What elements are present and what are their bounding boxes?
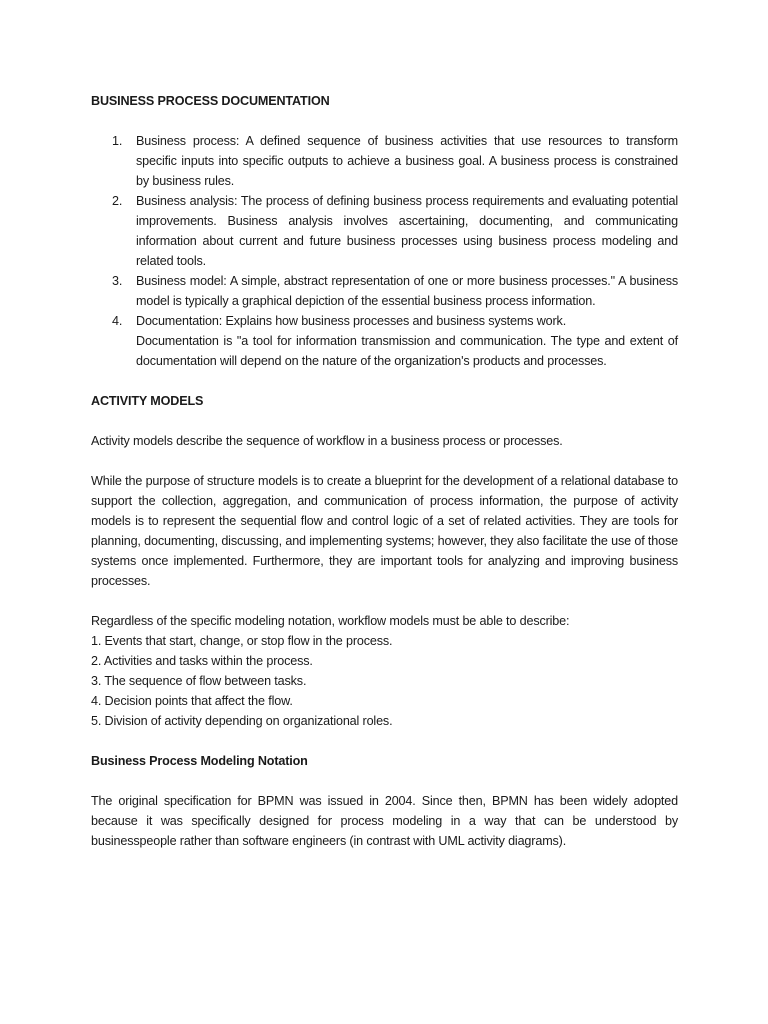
paragraph: Activity models describe the sequence of workflow in a business process or processes. [91, 434, 563, 448]
item-number: 4. [112, 314, 123, 328]
item-number: 1. [112, 134, 123, 148]
section-heading-business-process-documentation: BUSINESS PROCESS DOCUMENTATION [91, 94, 330, 108]
list-item: 5. Division of activity depending on organizational roles. [91, 714, 393, 728]
item-text: Business process: A defined sequence of business activities that use resources to transform specific inputs into specific outputs to achieve a business goal. A business process is constrained by business rules. [136, 134, 678, 188]
item-number: 2. [112, 194, 123, 208]
item-text: Business analysis: The process of defining business process requirements and evaluating potential improvements. Business analysis involves ascertaining, documenting, and communicating information about current and future business processes using business process modeling and related tools. [136, 194, 678, 268]
item-text: Business model: A simple, abstract representation of one or more business processes." A business model is typically a graphical depiction of the essential business process information. [136, 274, 678, 308]
section-heading-activity-models: ACTIVITY MODELS [91, 394, 204, 408]
list-item: 1. Events that start, change, or stop flow in the process. [91, 634, 393, 648]
item-number: 3. [112, 274, 123, 288]
list-item: 4. Decision points that affect the flow. [91, 694, 293, 708]
list-intro: Regardless of the specific modeling notation, workflow models must be able to describe: [91, 614, 570, 628]
workflow-requirements [91, 611, 678, 731]
list-item: 3. The sequence of flow between tasks. [91, 674, 307, 688]
item-text: Documentation: Explains how business processes and business systems work. [136, 314, 567, 328]
definition-item [91, 191, 678, 271]
definition-item [91, 311, 678, 371]
definitions-list [91, 131, 678, 371]
document-body [91, 91, 678, 851]
item-text-continued: Documentation is "a tool for information transmission and communication. The type and extent of documentation will depend on the nature of the organization's products and processes. [136, 334, 678, 368]
definition-item [91, 271, 678, 311]
section-heading-bpmn: Business Process Modeling Notation [91, 754, 308, 768]
paragraph: The original specification for BPMN was issued in 2004. Since then, BPMN has been widely adopted because it was specifically designed for process modeling in a way that can be understood by businesspeople rather than software engineers (in contrast with UML activity diagrams). [91, 794, 678, 848]
paragraph: While the purpose of structure models is to create a blueprint for the development of a relational database to support the collection, aggregation, and communication of process information, the purpose of activity models is to represent the sequential flow and control logic of a set of related activities. They are tools for planning, documenting, discussing, and implementing systems; however, they also facilitate the use of those systems once implemented. Furthermore, they are important tools for analyzing and improving business processes. [91, 474, 678, 588]
list-item: 2. Activities and tasks within the process. [91, 654, 313, 668]
definition-item [91, 131, 678, 191]
